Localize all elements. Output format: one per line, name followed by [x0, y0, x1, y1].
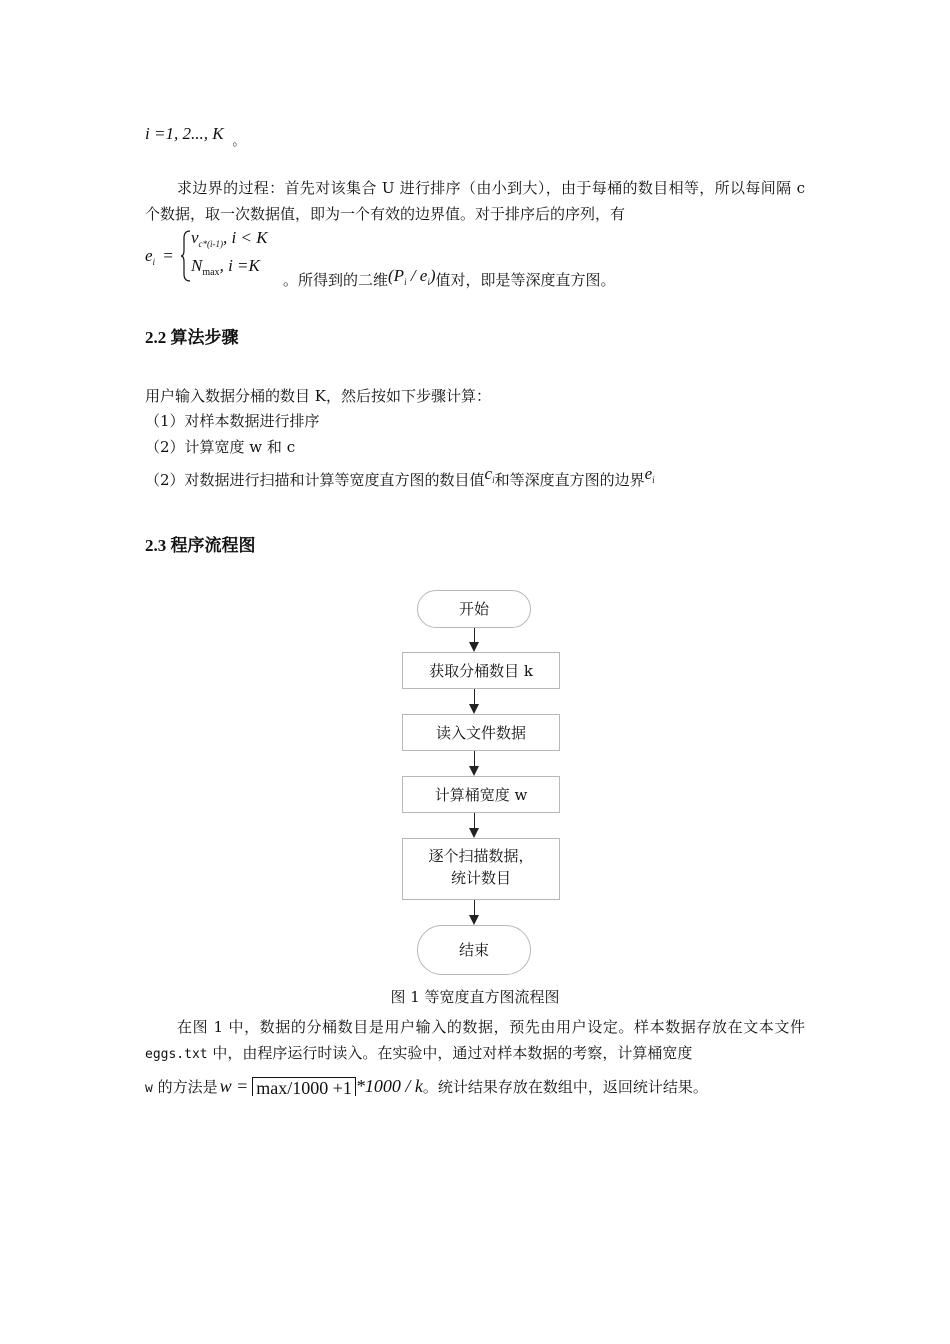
- algorithm-step-3: （2）对数据进行扫描和计算等宽度直方图的数目值$c_i$和等深度直方图的边界$e_i$: [145, 464, 655, 489]
- scan-line-2: 统计数目: [450, 869, 511, 887]
- flowchart-start-node: 开始: [417, 590, 531, 628]
- width-formula: w = max/1000 +1 *1000 / k: [219, 1076, 423, 1098]
- flowchart-connector: [474, 813, 475, 828]
- flowchart-read-file: 读入文件数据: [402, 714, 560, 751]
- flowchart-arrow: [469, 704, 479, 714]
- section-2-3-heading: 2.3 程序流程图: [145, 536, 256, 555]
- index-range-formula: i =1, 2..., K: [145, 124, 224, 143]
- boundary-tail-text: 。所得到的二维$(P_i / e_i)$值对，即是等深度直方图。: [283, 266, 616, 289]
- boundary-paragraph: 求边界的过程：首先对该集合 U 进行排序（由小到大），由于每桶的数目相等，所以每间隔 c 个数据，取一次数据值，即为一个有效的边界值。对于排序后的序列，有: [145, 179, 805, 223]
- section-2-2-heading: 2.2 算法步骤: [145, 328, 239, 347]
- algorithm-intro: 用户输入数据分桶的数目 K，然后按如下步骤计算：: [145, 387, 491, 405]
- w-label: w: [145, 1081, 153, 1096]
- flowchart-arrow: [469, 828, 479, 838]
- closing-paragraph: 在图 1 中，数据的分桶数目是用户输入的数据，预先由用户设定。样本数据存放在文本文件 eggs.txt 中，由程序运行时读入。在实验中，通过对样本数据的考察，计算桶宽度: [145, 1018, 805, 1062]
- ceil-bracket: max/1000 +1: [252, 1077, 356, 1096]
- e-i-symbol: $e_i$: [644, 464, 655, 485]
- flowchart-connector: [474, 689, 475, 704]
- flowchart-connector: [474, 628, 475, 642]
- intro-end-punct: 。: [232, 134, 246, 149]
- flowchart-connector: [474, 900, 475, 915]
- algorithm-step-1: （1）对样本数据进行排序: [145, 412, 320, 430]
- flowchart-scan-count: [402, 838, 560, 900]
- c-i-symbol: $c_i$: [484, 464, 495, 485]
- pe-pair-formula: $(P_i / e_i)$: [388, 266, 436, 287]
- flowchart-connector: [474, 751, 475, 766]
- e-i-lhs: $e_i$ =: [145, 246, 173, 267]
- scan-line-1: 逐个扫描数据，: [428, 847, 534, 865]
- figure-caption: 图 1 等宽度直方图流程图: [390, 988, 560, 1006]
- flowchart-arrow: [469, 766, 479, 776]
- flowchart-end-node: 结束: [417, 925, 531, 975]
- flowchart-get-bucket-count: 获取分桶数目 k: [402, 652, 560, 689]
- width-formula-line: w 的方法是 w = max/1000 +1 *1000 / k。统计结果存放在数组中，返回统计结果。: [145, 1076, 708, 1098]
- algorithm-step-2: （2）计算宽度 w 和 c: [145, 438, 296, 456]
- piecewise-case-2: $N_{max}$, i =K: [191, 256, 260, 278]
- flowchart-arrow: [469, 915, 479, 925]
- filename: eggs.txt: [145, 1047, 208, 1062]
- flowchart-arrow: [469, 642, 479, 652]
- flowchart-compute-width: 计算桶宽度 w: [402, 776, 560, 813]
- piecewise-case-1: $v_{c*(i-1)}$, i < K: [191, 228, 268, 249]
